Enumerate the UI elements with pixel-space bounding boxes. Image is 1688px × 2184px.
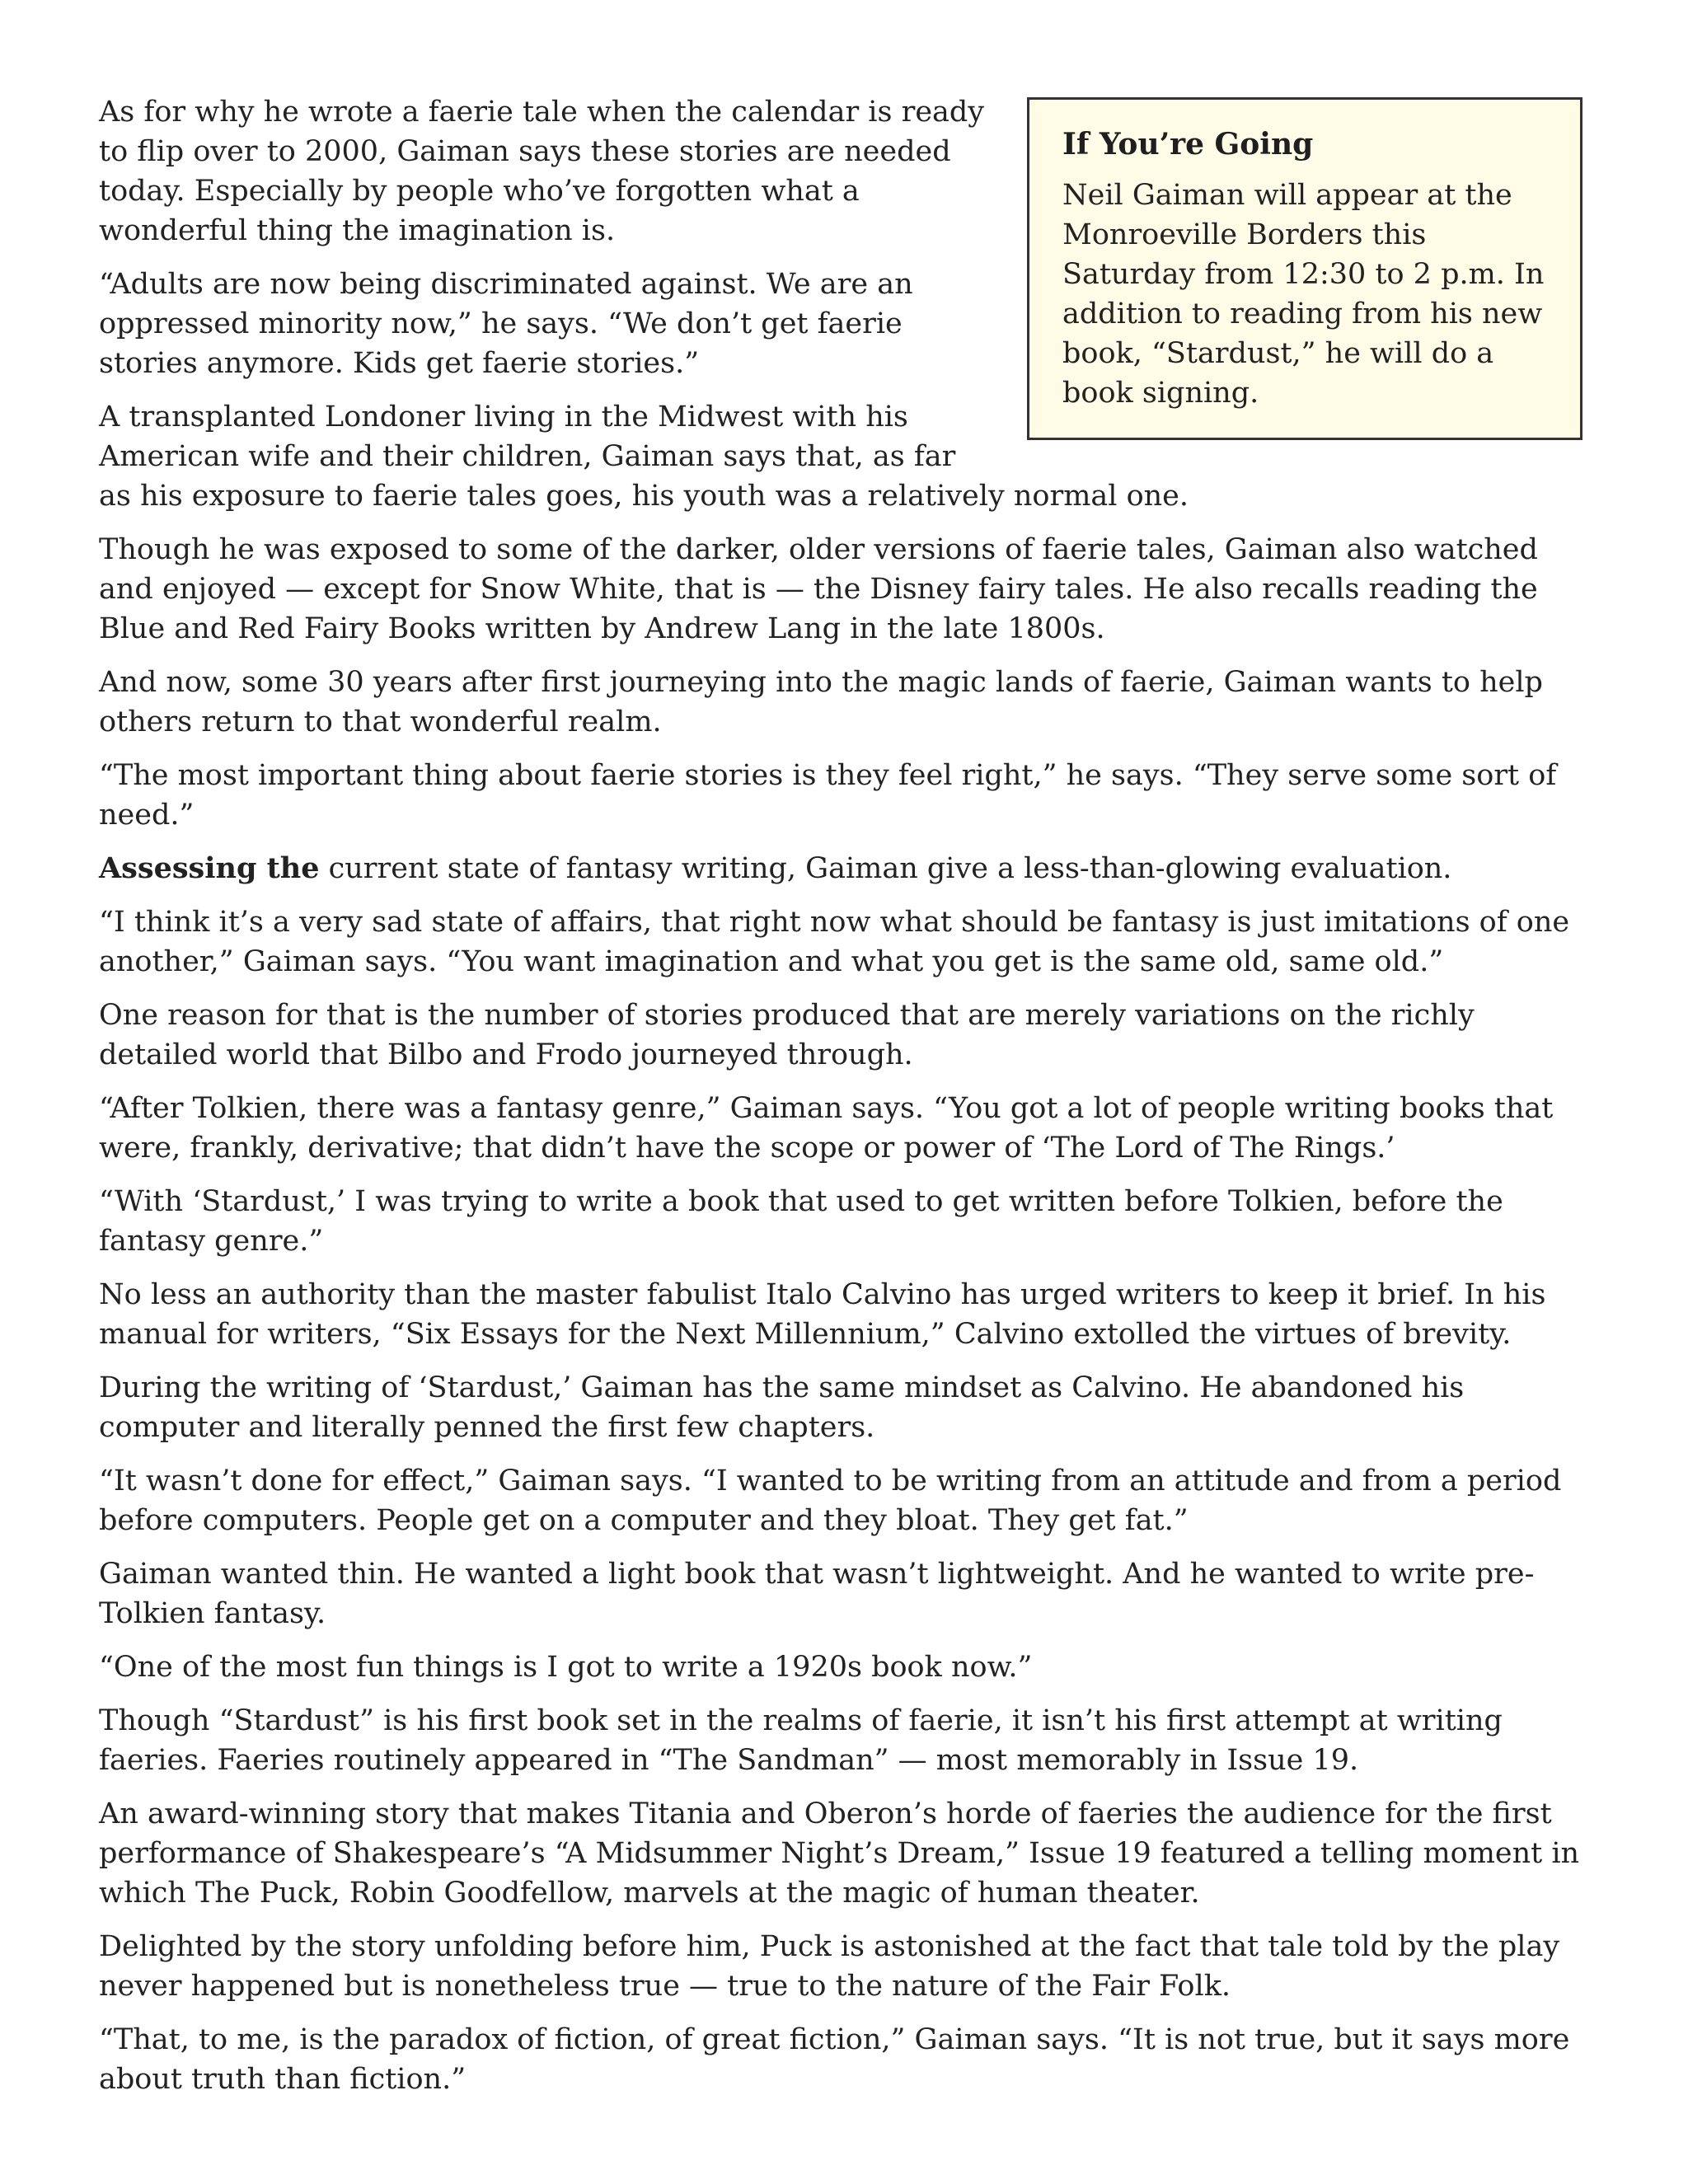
paragraph-7	[99, 849, 1582, 888]
paragraph-12: No less an authority than the master fabulist Italo Calvino has urged writers to keep it brief. In his manual for writers, “Six Essays for the Next Millennium,” Calvino extolled the virtues of brevity.	[99, 1278, 1546, 1351]
paragraph-5: And now, some 30 years after first journeying into the magic lands of faerie, Gaiman wants to help others return to that wonderful realm.	[99, 666, 1543, 738]
paragraph-15: Gaiman wanted thin. He wanted a light book that wasn’t lightweight. And he wanted to write pre-Tolkien fantasy.	[99, 1558, 1535, 1630]
paragraph-14: “It wasn’t done for effect,” Gaiman says. “I wanted to be writing from an attitude and from a period before computers. People get on a computer and they bloat. They get fat.”	[99, 1465, 1562, 1537]
sidebar-text: Neil Gaiman will appear at the Monroeville Borders this Saturday from 12:30 to 2 p.m. In addition to reading from his new book, “Stardust,” he will do a book signing.	[1062, 179, 1545, 410]
paragraph-10: “After Tolkien, there was a fantasy genre,” Gaiman says. “You got a lot of people writing books that were, frankly, derivative; that didn’t have the scope or power of ‘The Lord of The Rings.’	[99, 1092, 1554, 1165]
paragraph-7-rest: current state of fantasy writing, Gaiman give a less-than-glowing evaluation.	[319, 852, 1452, 885]
paragraph-7-lead: Assessing the	[99, 851, 320, 885]
paragraph-13: During the writing of ‘Stardust,’ Gaiman has the same mindset as Calvino. He abandoned his computer and literally penned the first few chapters.	[99, 1371, 1465, 1444]
paragraph-1: As for why he wrote a faerie tale when the calendar is ready to flip over to 2000, Gaiman says these stories are needed today. Especially by people who’ve forgotten what a wonderful thing the imagination is.	[99, 96, 985, 247]
paragraph-16: “One of the most fun things is I got to write a 1920s book now.”	[99, 1651, 1033, 1684]
paragraph-17: Though “Stardust” is his first book set in the realms of faerie, it isn’t his first attempt at writing faeries. Faeries routinely appeared in “The Sandman” — most memorably in Issue 19.	[99, 1704, 1503, 1777]
paragraph-19: Delighted by the story unfolding before him, Puck is astonished at the fact that tale told by the play never happened but is nonetheless true — true to the nature of the Fair Folk.	[99, 1930, 1560, 2003]
paragraph-18: An award-winning story that makes Titania and Oberon’s horde of faeries the audience for the first performance of Shakespeare’s “A Midsummer Night’s Dream,” Issue 19 featured a telling moment in which The Puck, Robin Goodfellow, marvels at the magic of human theater.	[99, 1797, 1580, 1910]
if-youre-going-sidebar	[1027, 97, 1582, 440]
paragraph-6: “The most important thing about faerie stories is they feel right,” he says. “They serve some sort of need.”	[99, 759, 1557, 832]
article-page	[99, 92, 1582, 2113]
paragraph-4: Though he was exposed to some of the darker, older versions of faerie tales, Gaiman also watched and enjoyed — except for Snow White, that is — the Disney fairy tales. He also recalls reading the Blue and Red Fairy Books written by Andrew Lang in the late 1800s.	[99, 533, 1538, 645]
paragraph-20: “That, to me, is the paradox of fiction, of great fiction,” Gaiman says. “It is not true, but it says more about truth than fiction.”	[99, 2023, 1570, 2096]
sidebar-title: If You’re Going	[1062, 127, 1314, 162]
paragraph-8: “I think it’s a very sad state of affairs, that right now what should be fantasy is just imitations of one another,” Gaiman says. “You want imagination and what you get is the same old, same old.”	[99, 906, 1570, 978]
paragraph-3: A transplanted Londoner living in the Midwest with his American wife and their children, Gaiman says that, as far as his exposure to faerie tales goes, his youth was a relatively normal one.	[99, 401, 1189, 513]
paragraph-11: “With ‘Stardust,’ I was trying to write a book that used to get written before Tolkien, before the fantasy genre.”	[99, 1185, 1503, 1258]
paragraph-2: “Adults are now being discriminated against. We are an oppressed minority now,” he says. “We don’t get faerie stories anymore. Kids get faerie stories.”	[99, 268, 913, 380]
paragraph-9: One reason for that is the number of stories produced that are merely variations on the richly detailed world that Bilbo and Frodo journeyed through.	[99, 999, 1475, 1071]
